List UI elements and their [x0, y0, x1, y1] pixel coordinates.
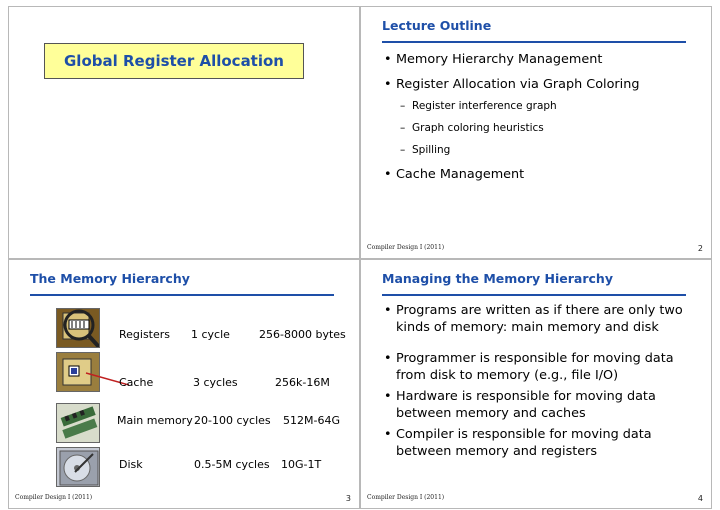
hierarchy-size: 10G-1T [281, 458, 322, 471]
slide-3-title: The Memory Hierarchy [30, 271, 190, 286]
page-number: 2 [697, 244, 703, 253]
bullet-item: • Programmer is responsible for moving data from disk to memory (e.g., file I/O) [382, 350, 700, 384]
bullet-item: • Memory Hierarchy Management [382, 51, 702, 68]
hierarchy-size: 256k-16M [275, 376, 330, 389]
slide-footer: Compiler Design I (2011) [367, 244, 445, 251]
management-list [382, 302, 700, 460]
slide-1-title: Global Register Allocation [64, 52, 284, 70]
hard-disk-icon [56, 447, 100, 487]
ram-module-icon [56, 403, 100, 443]
hierarchy-name: Disk [119, 458, 143, 471]
bullet-item: • Cache Management [382, 166, 702, 183]
hierarchy-time: 3 cycles [193, 376, 238, 389]
bullet-item: • Hardware is responsible for moving data between memory and caches [382, 388, 700, 422]
hierarchy-time: 20-100 cycles [194, 414, 271, 427]
page-number: 3 [345, 494, 351, 503]
title-rule [382, 41, 686, 43]
slide-footer: Compiler Design I (2011) [367, 494, 445, 501]
hierarchy-name: Registers [119, 328, 171, 341]
hierarchy-size: 512M-64G [283, 414, 340, 427]
slide-4 [360, 259, 712, 509]
sub-bullet-item: – Graph coloring heuristics [382, 120, 702, 137]
bullet-item: • Programs are written as if there are only two kinds of memory: main memory and disk [382, 302, 700, 336]
page-number: 4 [697, 494, 703, 503]
sub-bullet-item: – Spilling [382, 142, 702, 159]
bullet-item: • Register Allocation via Graph Coloring [382, 76, 702, 93]
title-rule [30, 294, 334, 296]
hierarchy-time: 1 cycle [191, 328, 230, 341]
hierarchy-time: 0.5-5M cycles [194, 458, 270, 471]
slide-4-title: Managing the Memory Hierarchy [382, 271, 613, 286]
slide-3 [8, 259, 360, 509]
sub-bullet-item: – Register interference graph [382, 98, 702, 115]
bullet-item: • Compiler is responsible for moving data between memory and registers [382, 426, 700, 460]
title-rule [382, 294, 686, 296]
hierarchy-name: Main memory [117, 414, 193, 427]
slide-2 [360, 6, 712, 259]
slide-2-title: Lecture Outline [382, 18, 492, 33]
outline-list [382, 51, 702, 183]
cpu-chip-magnified-icon [56, 308, 100, 348]
slide-1 [8, 6, 360, 259]
hierarchy-name: Cache [119, 376, 154, 389]
hierarchy-size: 256-8000 bytes [259, 328, 346, 341]
title-box [44, 43, 304, 79]
slide-footer: Compiler Design I (2011) [15, 494, 93, 501]
